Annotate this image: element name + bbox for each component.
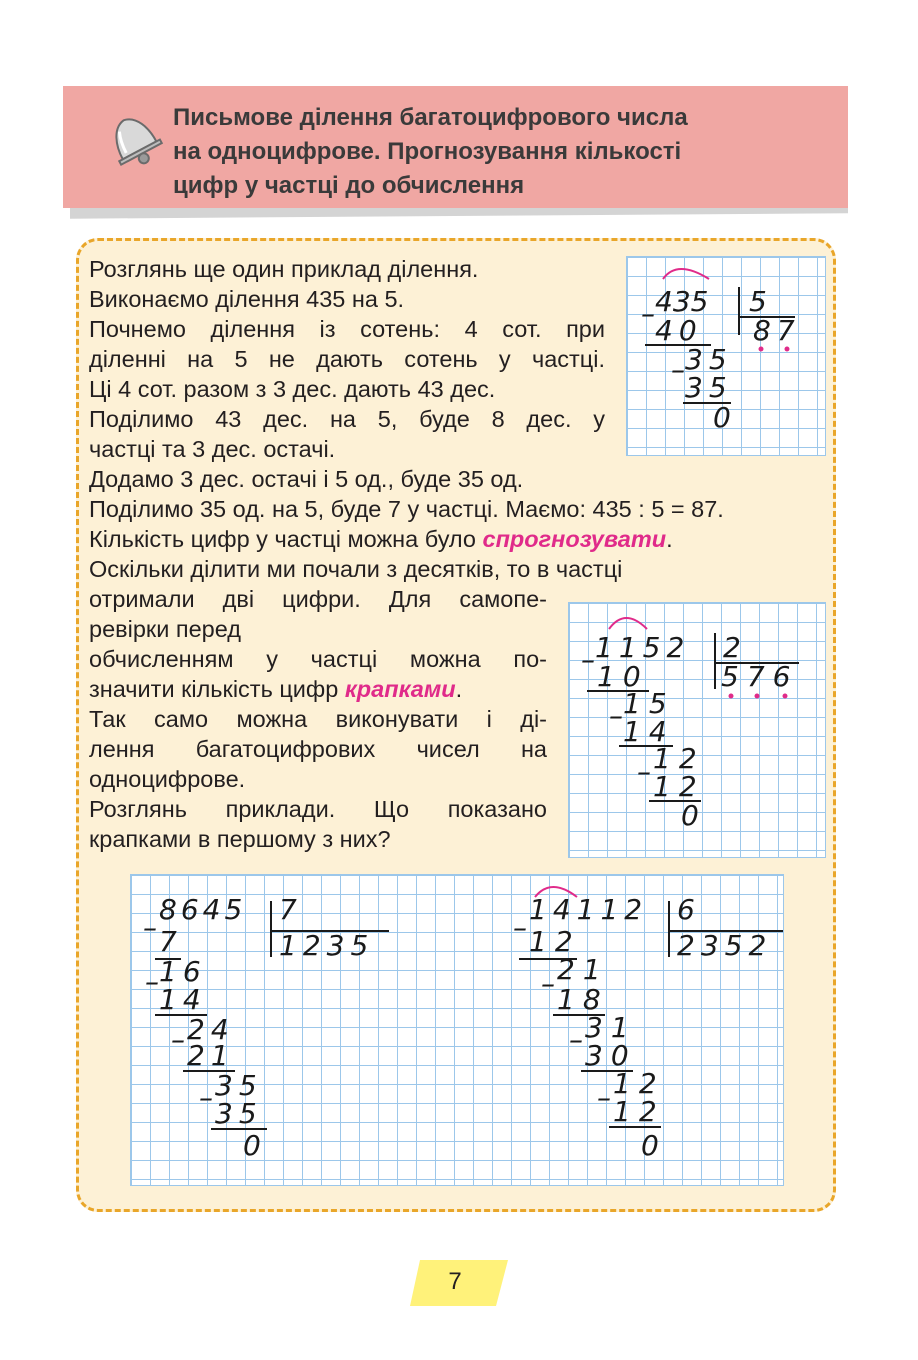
text-line: ревірки перед <box>89 616 241 642</box>
keyword-forecast: спрогнозувати <box>482 526 667 552</box>
step: 12 <box>613 1095 665 1128</box>
dividend: 1152 <box>595 631 691 664</box>
text-line <box>89 524 829 554</box>
text-line: діленні на 5 не дають сотень у частці. <box>89 346 605 372</box>
bell-icon <box>100 108 166 168</box>
keyword-dots: крапками <box>344 676 456 702</box>
digit: 435 <box>655 285 709 318</box>
lesson-title-line: цифр у частці до обчислення <box>173 172 525 199</box>
group-arc <box>609 618 647 629</box>
step: 0 <box>681 799 699 832</box>
text-line: частці та 3 дес. остачі. <box>89 436 336 462</box>
minus-sign: – <box>641 297 655 330</box>
step: 0 <box>243 1129 261 1162</box>
step: 35 <box>215 1097 263 1130</box>
quotient-dot <box>783 694 788 699</box>
minus-sign: – <box>143 911 157 944</box>
divisor: 7 <box>279 893 297 926</box>
quotient: 576 <box>721 660 799 693</box>
minus-sign: – <box>671 353 685 386</box>
division-14112 <box>131 875 785 1187</box>
step: 35 <box>215 1069 263 1102</box>
minus-sign: – <box>581 643 595 676</box>
step: 0 <box>641 1129 659 1162</box>
step: 12 <box>653 742 705 775</box>
minus-sign: – <box>145 965 159 998</box>
minus-sign: – <box>569 1023 583 1056</box>
lesson-title <box>173 101 823 203</box>
step: 31 <box>585 1011 637 1044</box>
text-line: Розглянь ще один приклад ділення. <box>89 256 479 282</box>
dividend: 14112 <box>529 893 649 926</box>
quotient: 87 <box>753 314 801 347</box>
division-grid-examples <box>130 874 784 1186</box>
divisor: 6 <box>677 893 695 926</box>
step: 14 <box>623 715 675 748</box>
text-line: одноцифрове. <box>89 766 246 792</box>
text-line: отримали дві цифри. Для самопе- <box>89 586 547 612</box>
division-grid-1152 <box>568 602 826 858</box>
quotient-dot <box>755 694 760 699</box>
step: 12 <box>613 1067 665 1100</box>
step: 30 <box>585 1039 637 1072</box>
text-span: Кількість цифр у частці можна було <box>89 526 483 552</box>
minus-sign: – <box>541 967 555 1000</box>
text-span: . <box>666 526 673 552</box>
quotient-dot <box>785 347 790 352</box>
text-line: Розглянь приклади. Що показано <box>89 796 547 822</box>
step: 35 <box>685 371 733 404</box>
step: 40 <box>655 314 703 347</box>
text-line: Оскільки ділити ми почали з десятків, то в частці <box>89 556 623 582</box>
text-block-intro <box>89 254 605 464</box>
minus-sign: – <box>609 699 623 732</box>
quotient: 2352 <box>677 929 773 962</box>
step: 15 <box>623 687 675 720</box>
text-line: Ці 4 сот. разом з 3 дес. дають 43 дес. <box>89 376 496 402</box>
text-span: значити кількість цифр <box>89 676 345 702</box>
step: 7 <box>159 925 177 958</box>
step: 24 <box>187 1013 235 1046</box>
quotient: 1235 <box>279 929 375 962</box>
divisor: 5 <box>749 285 767 318</box>
text-line <box>89 674 547 704</box>
step: 12 <box>653 770 705 803</box>
lesson-title-line: на одноцифрове. Прогнозування кількості <box>173 138 682 165</box>
text-span: . <box>455 676 463 702</box>
step: 35 <box>685 343 733 376</box>
lesson-title-line: Письмове ділення багатоцифрового числа <box>173 104 688 131</box>
page-number: 7 <box>448 1268 462 1295</box>
minus-sign: – <box>597 1081 611 1114</box>
quotient-dot <box>729 694 734 699</box>
division-1152 <box>569 603 827 859</box>
text-line: Поділимо 43 дес. на 5, буде 8 дес. у <box>89 406 605 432</box>
step: 12 <box>529 925 581 958</box>
text-line: Додамо 3 дес. остачі і 5 од., буде 35 од. <box>89 466 524 492</box>
quotient-dot <box>759 347 764 352</box>
text-block-continued <box>89 464 829 584</box>
division-grid-435 <box>626 256 826 456</box>
text-line: Почнемо ділення із сотень: 4 сот. при <box>89 316 605 342</box>
step: 10 <box>597 660 649 693</box>
division-435 <box>627 257 827 457</box>
minus-sign: – <box>513 911 527 944</box>
minus-sign: – <box>637 755 651 788</box>
step: 21 <box>187 1039 235 1072</box>
text-line: Так само можна виконувати і ді- <box>89 706 547 732</box>
step: 18 <box>557 983 609 1016</box>
text-line: обчисленням у частці можна по- <box>89 646 547 672</box>
text-line: лення багатоцифрових чисел на <box>89 736 547 762</box>
dividend: 8645 <box>159 893 247 926</box>
text-line: Виконаємо ділення 435 на 5. <box>89 286 405 312</box>
text-block-dots <box>89 584 547 854</box>
step: 21 <box>557 953 609 986</box>
step: 16 <box>159 955 207 988</box>
text-line: крапками в першому з них? <box>89 826 391 852</box>
step: 14 <box>159 983 207 1016</box>
step: 0 <box>713 401 731 434</box>
text-line: Поділимо 35 од. на 5, буде 7 у частці. Маємо: 435 : 5 = 87. <box>89 496 724 522</box>
divisor: 2 <box>723 631 741 664</box>
group-arc <box>663 269 709 279</box>
minus-sign: – <box>199 1081 213 1114</box>
minus-sign: – <box>171 1023 185 1056</box>
